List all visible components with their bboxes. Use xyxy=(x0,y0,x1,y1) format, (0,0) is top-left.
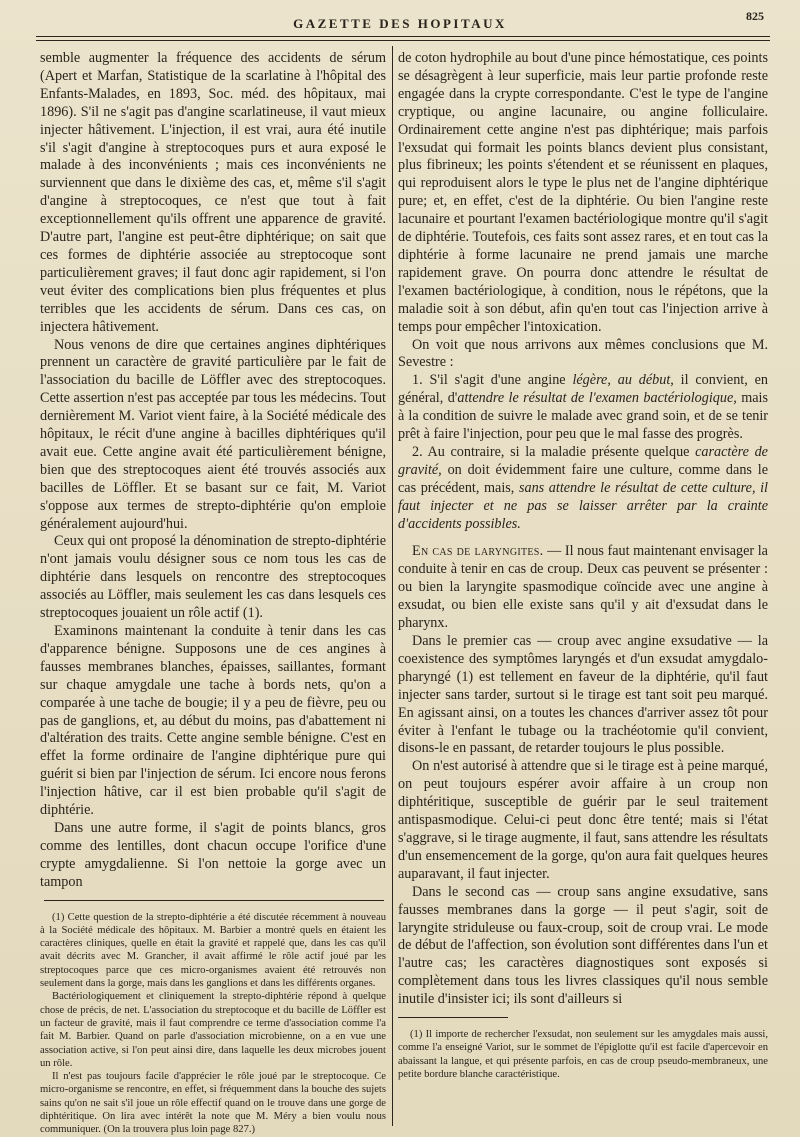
italic-text: sans attendre le résultat de cette culture, il faut injecter et ne pas se laisser arrêter par la crainte d'accidents possibles. xyxy=(398,479,768,532)
paragraph: Nous venons de dire que certaines angines diphtériques prennent un caractère de gravité particulière par le fait de l'association du bacille de Löffler avec des streptocoques. Cette assertion n'est pas acceptée par tous les médecins. Tout dernièrement M. Variot vient faire, à la Société médicale des hôpitaux, le récit d'une angine à bacilles diphtériques qu'il avait eue. Cette angine avait été particulièrement bénigne, bien que des streptocoques aient été trouvés associés aux bacilles de Löffler. Et se basant sur ce fait, M. Variot s'oppose aux termes de strepto-diphtérie qu'on emploie généralement aujourd'hui. xyxy=(40,336,386,532)
paragraph: de coton hydrophile au bout d'une pince hémostatique, ces points se désagrègent à leur superficie, mais leur partie profonde reste engagée dans la crypte correspondante. C'est le type de l'angine cryptique, ou angine lacunaire, ou angine folliculaire. Ordinairement cette angine n'est pas diphtérique; mais parfois l'exsudat qui formait les points blancs devient plus consistant, plus fibrineux; les points s'étendent et se réunissent en plaques, qui reproduisent alors le type le plus net de l'angine diphtérique pure; et, en effet, c'est de la diphtérie. Ou bien l'angine reste lacunaire et pourtant l'examen bactériologique montre qu'il s'agit de diphtérie. Toutefois, ces faits sont assez rares, et en tout cas la diphtérie à forme lacunaire ne prend jamais une marche rapidement grave. On pourra donc attendre le résultat de l'examen bactériologique, à condition, nous le répétons, que la maladie soit à son début, afin qu'en tout cas l'injection arrive à temps pour empêcher l'intoxication. xyxy=(398,50,768,335)
paragraph: Dans le premier cas — croup avec angine exsudative — la coexistence des symptômes laryngés et d'un exsudat amygdalo-pharyngé (1) est tellement en faveur de la diphtérie, qu'il faut injecter sans tarder, surtout si le tirage est tant soit peu marqué. En agissant ainsi, on a toutes les chances d'arriver assez tôt pour éviter à l'enfant le tubage ou la trachéotomie qu'il convient, disons-le en passant, de retarder toujours le plus possible. xyxy=(398,633,768,757)
paragraph: Dans le second cas — croup sans angine exsudative, sans fausses membranes dans la gorge — il peut s'agir, soit de laryngite striduleuse ou faux-croup, soit de croup vrai. Le mode de début de l'affection, son évolution sont différentes dans l'un et l'autre cas; les caractères diagnostiques sont exposés si complètement dans tous les livres classiques qu'il nous semble inutile d'insister ici; ils sont d'ailleurs si xyxy=(398,883,768,1008)
italic-text: caractère de gravité, xyxy=(398,443,768,478)
column-divider xyxy=(392,46,393,1126)
paragraph xyxy=(398,372,768,444)
footnote: (1) Cette question de la strepto-diphtérie a été discutée récemment à nouveau à la Société médicale des hôpitaux. M. Barbier a montré quels en étaient les caractères cliniques, quelle en était la gravité et rappelé que, dans les cas qu'il avait décrits avec M. Grancher, il avait affirmé le rôle actif joué par les streptocoques parce que ces micro-organismes avaient été retrouvés non seulement dans la gorge, mais dans les ganglions et dans les différents organes. xyxy=(40,911,386,990)
header-rule xyxy=(36,36,770,37)
italic-text: légère, au début, xyxy=(572,372,674,389)
header-rule-thin xyxy=(36,40,770,41)
italic-text: attendre le résultat de l'examen bactériologique, xyxy=(457,390,737,407)
paragraph: Ceux qui ont proposé la dénomination de strepto-diphtérie n'ont jamais voulu désigner sous ce nom tous les cas de diphtérie dans lesquels on rencontre des streptocoques associés au Löffler, mais seulement les cas dans lesquels ces streptocoques jouaient un rôle actif (1). xyxy=(40,533,386,622)
footnote: (1) Il importe de rechercher l'exsudat, non seulement sur les amygdales mais aussi, comme l'a enseigné Variot, sur le sommet de l'épiglotte qu'il est facile d'apercevoir en abaissant la langue, et qui présente parfois, en cas de croup pseudo-membraneux, une petite bordure blanche caractéristique. xyxy=(398,1029,768,1080)
paragraph xyxy=(398,543,768,633)
section-heading: En cas de laryngites. xyxy=(412,543,544,560)
text-run: il convient, en général, d' xyxy=(398,372,768,407)
page-number: 825 xyxy=(746,9,764,23)
footnote: Bactériologiquement et cliniquement la strepto-diphtérie répond à quelque chose de précis, de net. L'association du streptocoque et du bacille de Löffler est un facteur de gravité, mais il faut comprendre ce terme d'association comme l'a fait M. Barbier. Quand on parle d'association microbienne, on a en vue une association active, si l'on peut ainsi dire, dans laquelle les deux microbes jouent un rôle. xyxy=(40,991,386,1069)
paragraph: Examinons maintenant la conduite à tenir dans les cas d'apparence bénigne. Supposons une de ces angines à fausses membranes blanches, épaisses, saillantes, formant sur chaque amygdale une tache à bords nets, qu'on a comparée à une tache de bougie; il y a peu de fièvre, peu ou pas de ganglions, et, au début du moins, pas d'abattement ni d'altération des traits. Cette angine semble bénigne. C'est en effet la forme ordinaire de l'angine diphtérique pure qui guérit si bien par l'injection de sérum. Ici encore nous ferons l'injection hâtive, car il est bien probable qu'il s'agit de diphtérie. xyxy=(40,623,386,819)
text-run: on doit évidemment faire une culture, comme dans le cas précédent, mais, xyxy=(398,461,768,496)
paragraph: Dans une autre forme, il s'agit de points blancs, gros comme des lentilles, dont chacun occupe l'orifice d'une crypte amygdalienne. Si l'on nettoie la gorge avec un tampon xyxy=(40,819,386,890)
running-head-title: GAZETTE DES HOPITAUX xyxy=(293,16,507,31)
footnote-rule xyxy=(44,900,384,901)
footnote: Il n'est pas toujours facile d'apprécier le rôle joué par le streptocoque. Ce micro-organisme se rencontre, en effet, si fréquemment dans la bouche des sujets sains qu'on ne sait s'il joue un rôle effectif quand on le trouve dans une gorge de diphtéritique. On lira avec intérêt la note que M. Méry a bien voulu nous communiquer. (On la trouvera plus loin page 827.) xyxy=(40,1071,386,1136)
paragraph: semble augmenter la fréquence des accidents de sérum (Apert et Marfan, Statistique de la scarlatine à l'hôpital des Enfants-Malades, en 1893, Soc. méd. des hôpitaux, mai 1896). S'il ne s'agit pas d'angine scarlatineuse, il vaut mieux injecter hâtivement. L'injection, il est vrai, aura été inutile s'il s'agit d'angine à streptocoques purs et aura exposé le malade à des inconvénients ; mais ces inconvénients ne surviennent que dans le dixième des cas, et, même s'il s'agit d'angine à streptocoques, ce n'est que tout à fait exceptionnellement qu'ils offrent une apparence de gravité. D'autre part, l'angine est peut-être diphtérique; on sait que ces formes de diphtérie associée au streptocoque sont particulièrement graves; il faut donc agir rapidement, si l'on veut éviter des complications bien plus fréquentes et plus terribles que les accidents de sérum. Dans ces cas, on injectera hâtivement. xyxy=(40,50,386,335)
section-gap xyxy=(398,533,768,543)
text-run: mais à la condition de suivre le malade avec grand soin, et de se tenir prêt à faire l'injection, pour peu que le mal fasse des progrès. xyxy=(398,390,769,443)
text-run: — Il nous faut maintenant envisager la conduite à tenir en cas de croup. Deux cas peuvent se présenter : ou bien la laryngite spasmodique coïncide avec une angine à exsudat, ou bien elle existe sans qu'il y ait d'exsudat dans le pharynx. xyxy=(398,543,768,632)
right-column xyxy=(398,50,768,1081)
paragraph: On voit que nous arrivons aux mêmes conclusions que M. Sevestre : xyxy=(398,336,768,371)
footnote-rule xyxy=(398,1017,508,1018)
text-run: 2. Au contraire, si la maladie présente quelque xyxy=(412,443,696,460)
paragraph xyxy=(398,444,768,534)
paragraph: On n'est autorisé à attendre que si le tirage est à peine marqué, on peut toujours espérer avoir affaire à un croup non diphtéritique, susceptible de guérir par le seul traitement antispasmodique. Celui-ci peut donc être tenté; mais si l'état s'aggrave, si le tirage augmente, il faut, sans attendre les résultats d'un ensemencement de la gorge, qu'on aura fait quelques heures auparavant, il faut injecter. xyxy=(398,758,768,882)
text-run: 1. S'il s'agit d'une angine xyxy=(412,372,573,389)
left-column xyxy=(40,50,386,1137)
